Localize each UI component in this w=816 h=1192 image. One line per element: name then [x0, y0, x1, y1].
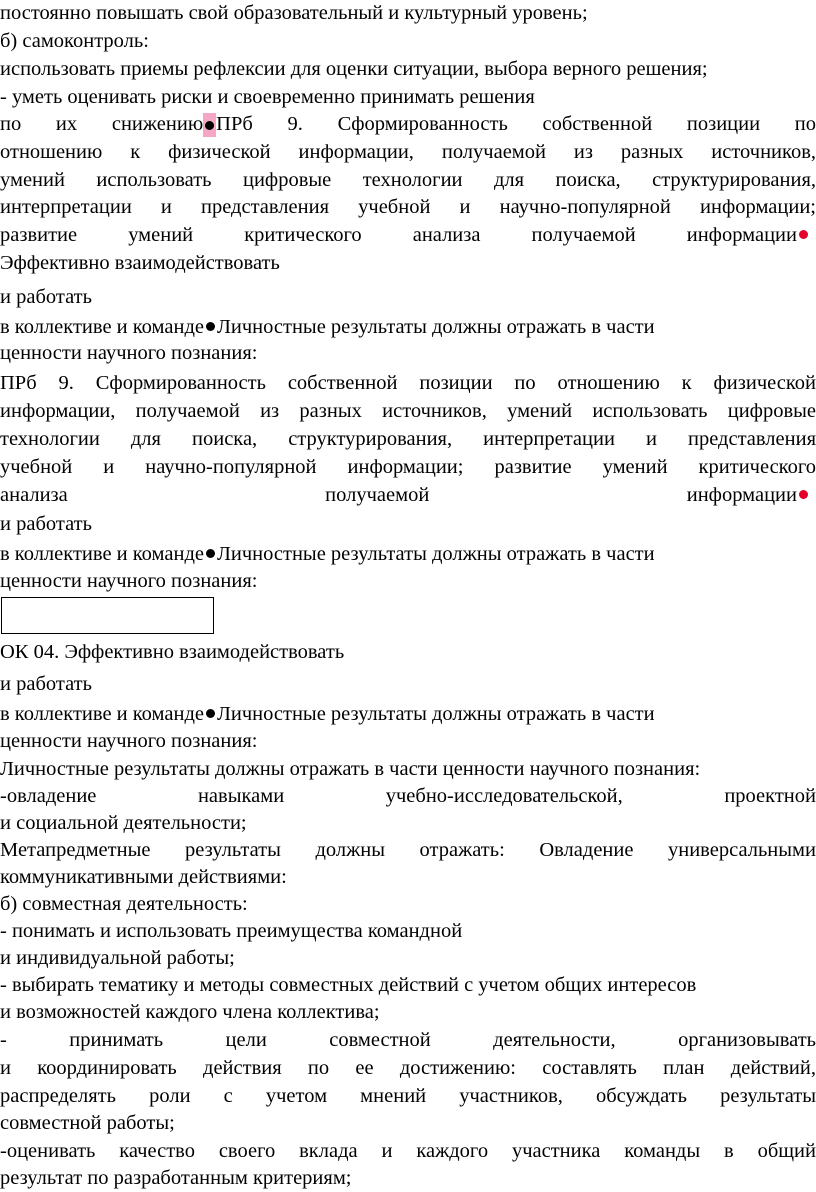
text-line: совместной работы;	[0, 1112, 175, 1134]
text-line	[0, 541, 816, 568]
text-line	[0, 314, 816, 341]
text-line: -овладение навыками учебно-исследовательской, проектной	[0, 785, 816, 807]
text-line: распределять роли с учетом мнений участников, обсуждать результаты	[0, 1085, 816, 1107]
text-segment: ПРб 9. Сформированность собственной позиции по	[216, 113, 816, 135]
text-line: ОК 04. Эффективно взаимодействовать	[0, 641, 345, 663]
text-line: и работать	[0, 286, 92, 308]
text-line: технологии для поиска, структурирования, интерпретации и представления	[0, 428, 816, 450]
text-line: умений использовать цифровые технологии для поиска, структурирования,	[0, 169, 816, 191]
text-line: отношению к физической информации, получаемой из разных источников,	[0, 141, 816, 163]
text-line: - уметь оценивать риски и своевременно принимать решения	[0, 86, 535, 108]
text-line: -оценивать качество своего вклада и каждого участника команды в общий	[0, 1140, 816, 1162]
text-line: и работать	[0, 673, 92, 695]
text-line: Эффективно взаимодействовать	[0, 252, 280, 274]
bullet-icon	[205, 121, 214, 130]
red-bullet-icon	[799, 490, 808, 499]
text-line: интерпретации и представления учебной и научно-популярной информации;	[0, 196, 816, 218]
text-line: ПРб 9. Сформированность собственной позиции по отношению к физической	[0, 372, 816, 394]
text-line: и работать	[0, 513, 92, 535]
text-segment: в коллективе и команде	[0, 703, 204, 725]
bullet-icon	[206, 709, 215, 718]
text-line: - принимать цели совместной деятельности, организовывать	[0, 1029, 816, 1051]
text-line: Метапредметные результаты должны отражать: Овладение универсальными	[0, 839, 816, 861]
text-segment: Личностные результаты должны отражать в части	[216, 703, 655, 725]
text-line	[0, 701, 816, 728]
text-line	[0, 222, 810, 249]
bullet-icon	[206, 322, 215, 331]
text-line: постоянно повышать свой образовательный и культурный уровень;	[0, 2, 588, 24]
text-line: - выбирать тематику и методы совместных действий с учетом общих интересов	[0, 974, 697, 996]
bullet-icon	[206, 549, 215, 558]
text-segment: анализа получаемой информации	[0, 484, 797, 506]
empty-frame	[1, 597, 214, 634]
text-segment: развитие умений критического анализа получаемой информации	[0, 224, 797, 246]
text-line	[0, 111, 816, 138]
text-line: ценности научного познания:	[0, 730, 258, 752]
text-line: и возможностей каждого члена коллектива;	[0, 1001, 380, 1023]
text-line: результат по разработанным критериям;	[0, 1167, 352, 1189]
text-line: учебной и научно-популярной информации; развитие умений критического	[0, 456, 816, 478]
text-line: - понимать и использовать преимущества командной	[0, 920, 463, 942]
text-line: и социальной деятельности;	[0, 812, 247, 834]
text-line: информации, получаемой из разных источников, умений использовать цифровые	[0, 400, 816, 422]
red-bullet-icon	[799, 230, 808, 239]
highlight-mark	[203, 113, 216, 137]
text-line: и координировать действия по ее достижению: составлять план действий,	[0, 1057, 816, 1079]
text-line: ценности научного познания:	[0, 570, 258, 592]
text-segment: в коллективе и команде	[0, 543, 204, 565]
text-segment: Личностные результаты должны отражать в части	[216, 543, 655, 565]
text-segment: Личностные результаты должны отражать в части	[216, 316, 655, 338]
text-line: б) совместная деятельность:	[0, 893, 248, 915]
text-segment: в коллективе и команде	[0, 316, 204, 338]
text-line: б) самоконтроль:	[0, 30, 149, 52]
text-segment: по их снижению	[0, 113, 204, 135]
text-line: и индивидуальной работы;	[0, 947, 235, 969]
text-line: ценности научного познания:	[0, 342, 258, 364]
text-line: коммуникативными действиями:	[0, 866, 287, 888]
text-line: использовать приемы рефлексии для оценки ситуации, выбора верного решения;	[0, 58, 708, 80]
text-line: Личностные результаты должны отражать в части ценности научного познания:	[0, 758, 701, 780]
text-line	[0, 482, 810, 509]
